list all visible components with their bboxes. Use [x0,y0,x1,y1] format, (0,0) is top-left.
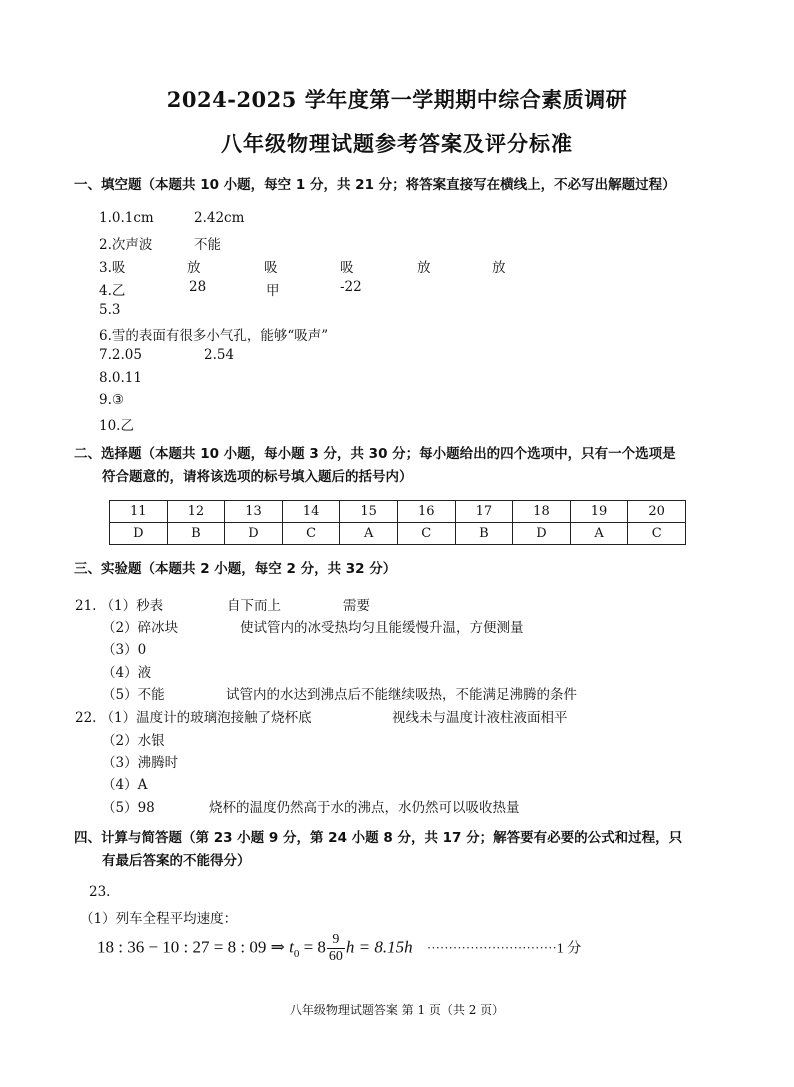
table-cell: 18 [513,501,571,523]
q22-part1: 22. （1）温度计的玻璃泡接触了烧杯底 视线未与温度计液柱液面相平 [75,710,568,726]
table-cell: 11 [110,501,168,523]
table-cell: A [340,523,398,545]
table-cell: D [110,523,168,545]
q23-formula: 18 : 36 − 10 : 27 = 8 : 09 ⇒ $t_0 = 8$ $\frac{9}{60}$ h = 8.15h ······························1 分 [97,932,582,964]
score-label: 1 分 [556,941,582,957]
q22-part3: （3）沸腾时 [102,755,179,771]
fill-item-9: 9.③ [99,392,124,408]
q23-number: 23. [89,884,111,900]
page-footer: 八年级物理试题答案 第 1 页（共 2 页） [289,1003,505,1017]
q22-part2: （2）水银 [102,733,165,749]
choice-answer-table [109,500,686,545]
score-leader-dots: ······························ [426,940,557,956]
table-row-answers [110,523,686,545]
section2-heading: 二、选择题（本题共 10 小题，每小题 3 分，共 30 分；每小题给出的四个选项中，只有一个选项是 符合题意的，请将该选项的标号填入题后的括号内） [74,446,676,485]
section4-heading: 四、计算与简答题（第 23 小题 9 分，第 24 小题 8 分，共 17 分；解答要有必要的公式和过程，只 有最后答案的不能得分） [74,830,683,869]
fraction: $\frac{9}{60}$ [328,932,343,964]
table-cell: C [628,523,686,545]
section1-heading: 一、填空题（本题共 10 小题，每空 1 分，共 21 分；将答案直接写在横线上，不必写出解题过程） [74,177,676,193]
q21-part2: （2）碎冰块 使试管内的冰受热均匀且能缓慢升温，方便测量 [102,620,524,636]
table-cell: 15 [340,501,398,523]
table-cell: C [282,523,340,545]
fill-item-1: 1.0.1cm 2.42cm [99,210,245,226]
q23-part1-label: （1）列车全程平均速度： [80,911,238,927]
table-cell: 16 [397,501,455,523]
table-cell: C [397,523,455,545]
table-cell: 20 [628,501,686,523]
q22-part4: （4）A [102,777,148,793]
q21-part1: 21. （1）秒表 自下而上 需要 [75,598,370,614]
fill-item-4: 4.乙 28 甲 -22 [99,279,362,299]
table-cell: 19 [570,501,628,523]
document-title: 2024-2025 学年度第一学期期中综合素质调研 [166,87,628,112]
table-cell: D [513,523,571,545]
table-cell: 17 [455,501,513,523]
fill-item-7: 7.2.05 2.54 [99,347,235,363]
table-row-numbers [110,501,686,523]
q21-part3: （3）0 [102,642,147,658]
fill-item-5: 5.3 [99,302,121,318]
table-cell: 14 [282,501,340,523]
q22-part5: （5）98 烧杯的温度仍然高于水的沸点，水仍然可以吸收热量 [102,800,520,816]
fill-item-8: 8.0.11 [99,370,142,386]
q21-part5: （5）不能 试管内的水达到沸点后不能继续吸热，不能满足沸腾的条件 [102,687,577,703]
table-cell: 13 [225,501,283,523]
document-subtitle: 八年级物理试题参考答案及评分标准 [221,131,573,156]
table-cell: D [225,523,283,545]
table-cell: B [455,523,513,545]
table-cell: A [570,523,628,545]
table-cell: B [167,523,225,545]
q21-part4: （4）液 [102,665,152,681]
fill-item-6: 6.雪的表面有很多小气孔，能够“吸声” [99,328,329,344]
fill-item-10: 10.乙 [99,418,134,434]
fill-item-2: 2.次声波 不能 [99,237,221,253]
section3-heading: 三、实验题（本题共 2 小题，每空 2 分，共 32 分） [74,561,397,577]
table-cell: 12 [167,501,225,523]
fill-item-3: 3.吸 放 吸 吸 放 放 [99,260,506,276]
